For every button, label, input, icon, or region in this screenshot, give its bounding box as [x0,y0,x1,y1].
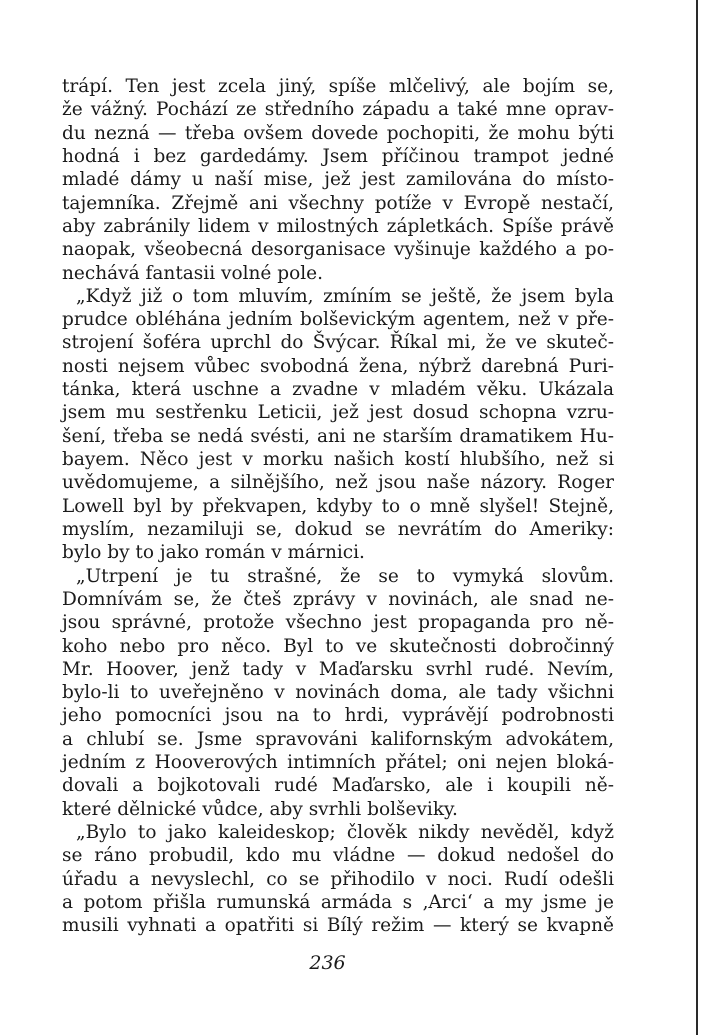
text-line: strojení šoféra uprchl do Švýcar. Říkal mi, že ve skuteč- [62,332,614,354]
text-line: nechává fantasii volné pole. [62,262,323,284]
text-line: bylo-li to uveřejněno v novinách doma, ale tady všichni [62,682,614,704]
text-line: jedním z Hooverových intimních přátel; oni nejen bloká- [62,752,614,774]
text-line: naopak, všeobecná desorganisace vyšinuje každého a po- [62,239,614,261]
paragraph [62,75,614,285]
text-line: Domnívám se, že čteš zprávy v novinách, ale snad ne- [62,588,614,610]
text-line: koho nebo pro něco. Byl to ve skutečnosti dobročinný [62,635,614,657]
text-line: které dělnické vůdce, aby svrhli bolševiky. [62,798,458,820]
text-line: Mr. Hoover, jenž tady v Maďarsku svrhl rudé. Nevím, [62,658,614,680]
text-line: úřadu a nevyslechl, co se přihodilo v noci. Rudí odešli [62,868,614,890]
text-line: a potom přišla rumunská armáda s ‚Arci‘ a my jsme je [62,891,614,913]
text-line: prudce obléhána jedním bolševickým agentem, než v pře- [62,309,614,331]
text-line: Lowell byl by překvapen, kdyby to o mně slyšel! Stejně, [62,495,614,517]
text-line: šení, třeba se nedá svésti, ani ne starším dramatikem Hu- [62,425,614,447]
body-text [62,75,614,938]
text-line: jeho pomocníci jsou na to hrdi, vyprávějí podrobnosti [62,705,614,727]
text-line: že vážný. Pochází ze středního západu a také mne oprav- [62,99,614,121]
text-line: se ráno probudil, kdo mu vládne — dokud nedošel do [62,845,614,867]
text-line: bylo by to jako román v márnici. [62,542,365,564]
paragraph [62,565,614,821]
text-line: nosti nejsem vůbec svobodná žena, nýbrž darebná Puri- [62,355,614,377]
text-line: myslím, nezamiluji se, dokud se nevrátím do Ameriky: [62,518,614,540]
text-line: du nezná — třeba ovšem dovede pochopiti, že mohu býti [62,122,614,144]
page-number: 236 [309,952,346,974]
text-line: tajemníka. Zřejmě ani všechny potíže v Evropě nestačí, [62,192,614,214]
text-line: uvědomujeme, a silnějšího, než jsou naše názory. Roger [62,472,614,494]
text-line: bayem. Něco jest v morku našich kostí hlubšího, než si [62,449,614,470]
text-line: mladé dámy u naší mise, jež jest zamilována do místo- [62,169,614,191]
text-line: jsou správné, protože všechno jest propaganda pro ně- [62,612,614,634]
text-line: tánka, která uschne a zvadne v mladém věku. Ukázala [62,379,614,401]
text-line: a chlubí se. Jsme spravováni kalifornským advokátem, [62,728,614,750]
paragraph [62,285,614,565]
text-line: aby zabránily lidem v milostných zápletkách. Spíše právě [62,215,614,237]
text-line: trápí. Ten jest zcela jiný, spíše mlčelivý, ale bojím se, [62,76,614,97]
text-line: jsem mu sestřenku Leticii, jež jest dosud schopna vzru- [62,402,614,424]
text-line: musili vyhnati a opatřiti si Bílý režim — který se kvapně [62,915,614,937]
paragraph [62,821,614,938]
text-line: hodná i bez gardedámy. Jsem příčinou trampot jedné [62,145,614,167]
text-line: „Když již o tom mluvím, zmíním se ještě, že jsem byla [76,285,614,307]
page-edge-line [696,0,698,1035]
text-line: dovali a bojkotovali rudé Maďarsko, ale i koupili ně- [62,775,614,797]
text-line: „Bylo to jako kaleideskop; člověk nikdy nevěděl, když [76,822,614,843]
text-line: „Utrpení je tu strašné, že se to vymyká slovům. [76,565,614,587]
